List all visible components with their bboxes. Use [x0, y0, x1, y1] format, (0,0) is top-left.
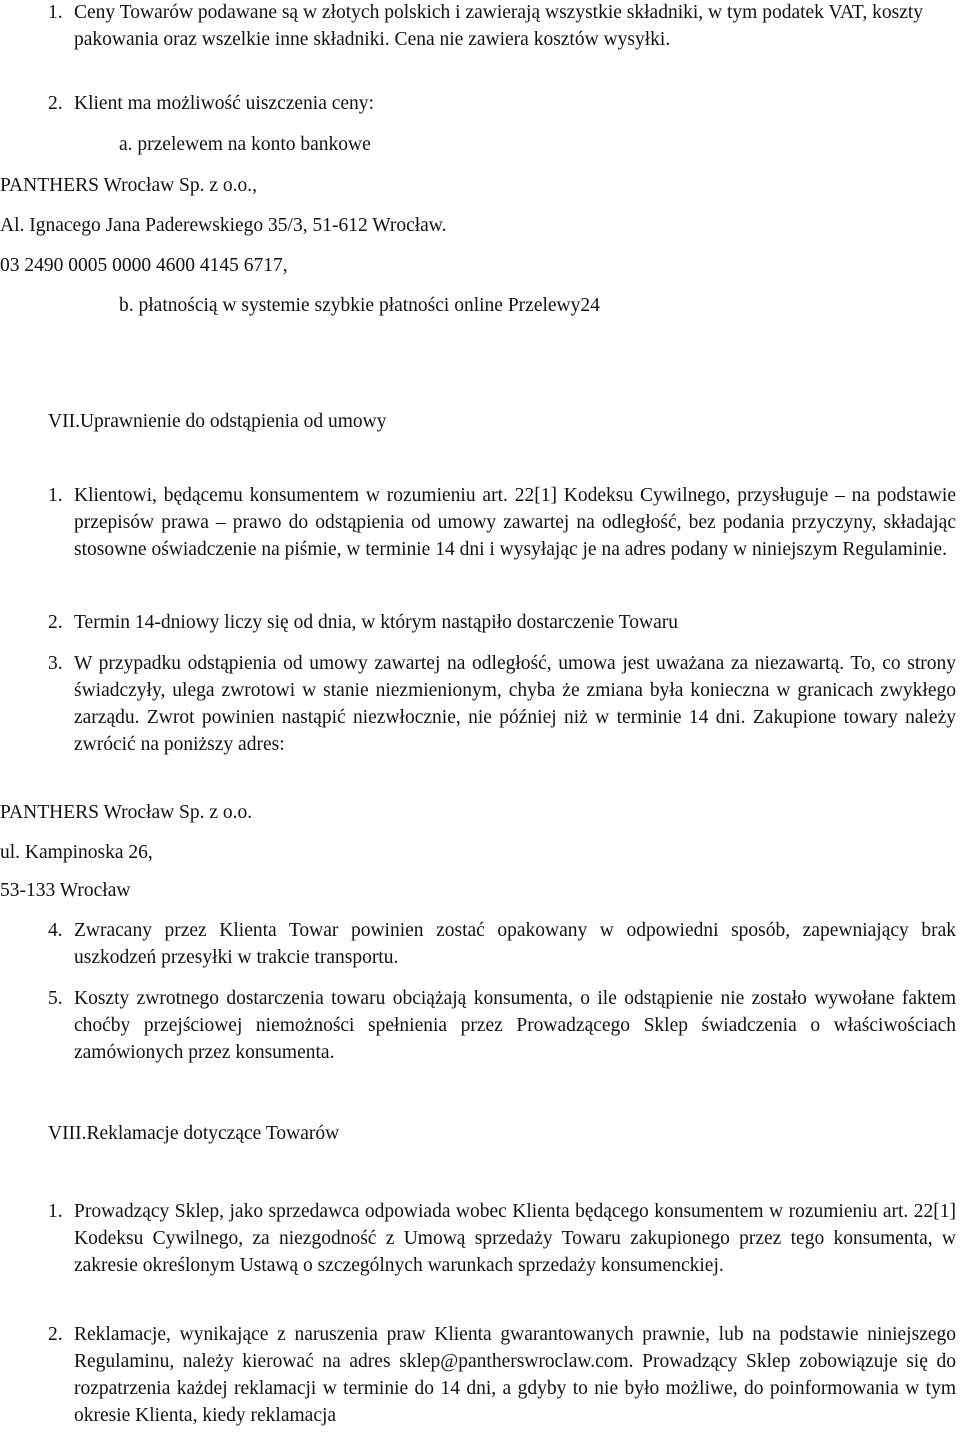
list-number: 4.: [48, 920, 63, 941]
return-address-street: ul. Kampinoska 26,: [0, 842, 153, 863]
list-text: Reklamacje, wynikające z naruszenia praw Klienta gwarantowanych prawnie, lub na podstawie niniejszego Regulaminu, należy kierować na adres sklep@pantherswroclaw.com. Prowadzący Sklep zobowiązuje się do rozpatrzenia każdej reklamacji w terminie do 14 dni, a gdyby to nie było możliwe, do poinformowania w tym okresie Klienta, kiedy reklamacja: [74, 1324, 956, 1426]
section-heading: VIII.Reklamacje dotyczące Towarów: [48, 1123, 340, 1144]
return-address-name: PANTHERS Wrocław Sp. z o.o.: [0, 802, 253, 823]
list-number: 1.: [48, 1201, 63, 1222]
list-item: [0, 1198, 956, 1279]
list-text: W przypadku odstąpienia od umowy zawartej na odległość, umowa jest uważana za niezawartą. To, co strony świadczyły, ulega zwrotowi w stanie niezmienionym, chyba że zmiana była konieczna w granicach zwykłego zarządu. Zwrot powinien nastąpić niezwłocznie, nie później niż w terminie 14 dni. Zakupione towary należy zwrócić na poniższy adres:: [74, 653, 956, 755]
list-text: Klientowi, będącemu konsumentem w rozumieniu art. 22[1] Kodeksu Cywilnego, przysługuje – na podstawie przepisów prawa – prawo do odstąpienia od umowy zawartej na odległość, bez podania przyczyny, składając stosowne oświadczenie na piśmie, w terminie 14 dni i wysyłając je na adres podany w niniejszym Regulaminie.: [74, 485, 956, 560]
list-text: Prowadzący Sklep, jako sprzedawca odpowiada wobec Klienta będącego konsumentem w rozumieniu art. 22[1] Kodeksu Cywilnego, za niezgodność z Umową sprzedaży Towaru zakupionego przez tego konsumenta, w zakresie określonym Ustawą o szczególnych warunkach sprzedaży konsumenckiej.: [74, 1201, 956, 1276]
list-number: 3.: [48, 653, 63, 674]
payment-option-b: b. płatnością w systemie szybkie płatności online Przelewy24: [119, 295, 600, 316]
payment-option-a: a. przelewem na konto bankowe: [119, 134, 371, 155]
list-text: Klient ma możliwość uiszczenia ceny:: [74, 93, 374, 114]
list-text: Ceny Towarów podawane są w złotych polskich i zawierają wszystkie składniki, w tym podatek VAT, koszty pakowania oraz wszelkie inne składniki. Cena nie zawiera kosztów wysyłki.: [74, 2, 924, 50]
list-text: Koszty zwrotnego dostarczenia towaru obciążają konsumenta, o ile odstąpienie nie zostało wywołane faktem choćby przejściowej niemożności spełnienia przez Prowadzącego Sklep świadczenia o właściwościach zamówionych przez konsumenta.: [74, 988, 956, 1063]
list-number: 2.: [48, 93, 63, 114]
list-number: 5.: [48, 988, 63, 1009]
return-address-city: 53-133 Wrocław: [0, 880, 131, 901]
section-heading: VII.Uprawnienie do odstąpienia od umowy: [48, 411, 387, 432]
bank-address: Al. Ignacego Jana Paderewskiego 35/3, 51-612 Wrocław.: [0, 215, 447, 236]
list-text: Zwracany przez Klienta Towar powinien zostać opakowany w odpowiedni sposób, zapewniający brak uszkodzeń przesyłki w trakcie transportu.: [74, 920, 956, 968]
list-item: [0, 917, 956, 971]
bank-account: 03 2490 0005 0000 4600 4145 6717,: [0, 255, 288, 276]
bank-name: PANTHERS Wrocław Sp. z o.o.,: [0, 175, 258, 196]
list-item: [0, 609, 956, 636]
list-item: [0, 1321, 956, 1429]
list-item: [0, 650, 956, 758]
list-number: 1.: [48, 485, 63, 506]
list-item: [0, 482, 956, 563]
list-number: 2.: [48, 612, 63, 633]
list-item: [0, 90, 956, 117]
list-text: Termin 14-dniowy liczy się od dnia, w którym nastąpiło dostarczenie Towaru: [74, 612, 678, 633]
list-item: [0, 985, 956, 1066]
list-number: 1.: [48, 2, 63, 23]
list-number: 2.: [48, 1324, 63, 1345]
list-item: [0, 0, 956, 53]
